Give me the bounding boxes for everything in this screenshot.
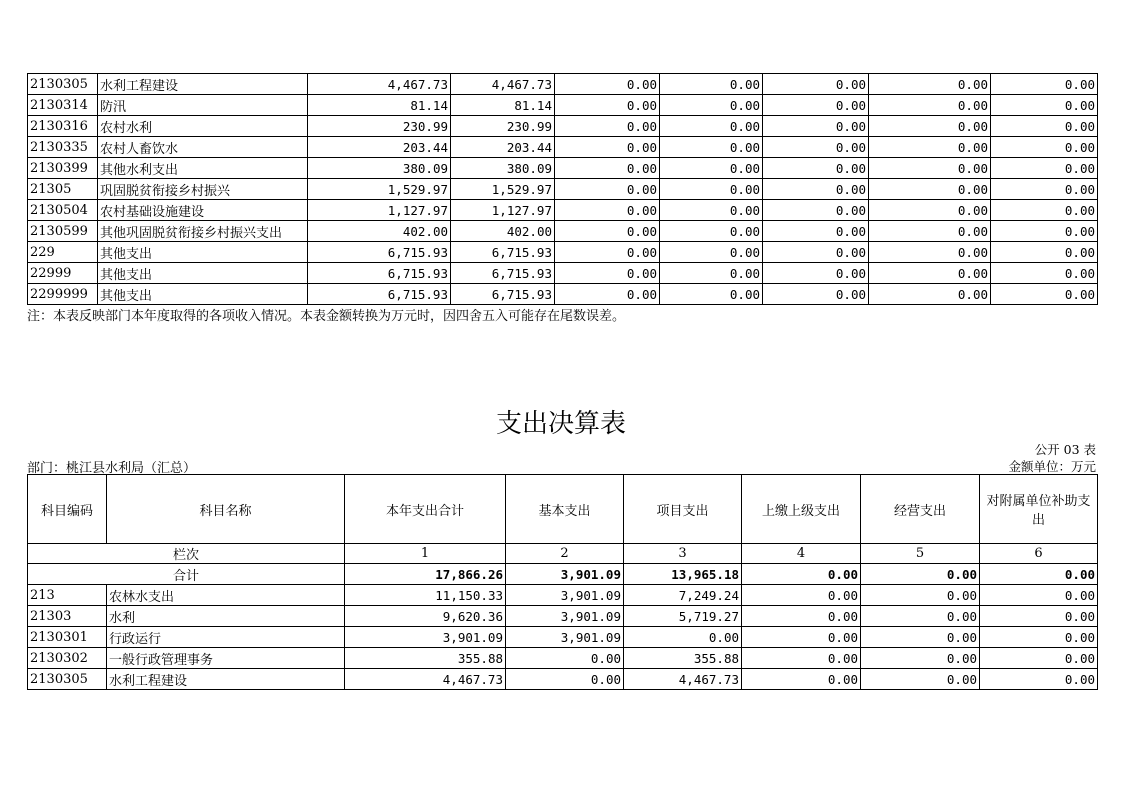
amount-cell: 11,150.33 xyxy=(345,585,506,606)
column-number-row xyxy=(28,544,1098,564)
code-cell: 2130504 xyxy=(28,200,98,221)
code-cell: 2130314 xyxy=(28,95,98,116)
amount-cell: 0.00 xyxy=(861,648,980,669)
header-cell: 本年支出合计 xyxy=(345,475,506,544)
amount-cell: 0.00 xyxy=(763,95,869,116)
code-cell: 2130302 xyxy=(28,648,107,669)
form-number: 公开 03 表 xyxy=(1034,442,1096,457)
amount-cell: 6,715.93 xyxy=(308,242,451,263)
table-row xyxy=(28,158,1098,179)
name-cell: 其他支出 xyxy=(98,242,308,263)
amount-cell: 0.00 xyxy=(980,669,1098,690)
total-cell: 0.00 xyxy=(742,564,861,585)
amount-cell: 0.00 xyxy=(660,116,763,137)
name-cell: 水利 xyxy=(107,606,345,627)
amount-cell: 0.00 xyxy=(869,74,991,95)
amount-cell: 0.00 xyxy=(555,116,660,137)
amount-cell: 0.00 xyxy=(555,200,660,221)
header-row xyxy=(28,475,1098,544)
table-row xyxy=(28,606,1098,627)
amount-cell: 0.00 xyxy=(991,95,1098,116)
amount-cell: 3,901.09 xyxy=(506,606,624,627)
amount-cell: 6,715.93 xyxy=(308,284,451,305)
amount-cell: 0.00 xyxy=(660,221,763,242)
amount-cell: 0.00 xyxy=(660,74,763,95)
amount-cell: 9,620.36 xyxy=(345,606,506,627)
amount-cell: 0.00 xyxy=(660,158,763,179)
total-cell: 13,965.18 xyxy=(624,564,742,585)
amount-cell: 3,901.09 xyxy=(345,627,506,648)
amount-cell: 0.00 xyxy=(555,95,660,116)
amount-cell: 0.00 xyxy=(555,242,660,263)
header-cell: 科目名称 xyxy=(107,475,345,544)
amount-cell: 7,249.24 xyxy=(624,585,742,606)
amount-cell: 0.00 xyxy=(660,242,763,263)
total-cell: 3,901.09 xyxy=(506,564,624,585)
amount-cell: 5,719.27 xyxy=(624,606,742,627)
amount-cell: 0.00 xyxy=(869,221,991,242)
amount-cell: 0.00 xyxy=(555,158,660,179)
total-label: 合计 xyxy=(28,564,345,585)
table-row xyxy=(28,221,1098,242)
amount-cell: 0.00 xyxy=(555,179,660,200)
amount-cell: 355.88 xyxy=(624,648,742,669)
code-cell: 2130316 xyxy=(28,116,98,137)
amount-cell: 0.00 xyxy=(991,179,1098,200)
amount-cell: 0.00 xyxy=(763,200,869,221)
name-cell: 其他水利支出 xyxy=(98,158,308,179)
amount-cell: 6,715.93 xyxy=(451,284,555,305)
header-cell: 上缴上级支出 xyxy=(742,475,861,544)
amount-cell: 1,529.97 xyxy=(451,179,555,200)
name-cell: 农村基础设施建设 xyxy=(98,200,308,221)
expenditure-table xyxy=(27,474,1098,690)
amount-cell: 0.00 xyxy=(861,585,980,606)
header-cell: 项目支出 xyxy=(624,475,742,544)
name-cell: 巩固脱贫衔接乡村振兴 xyxy=(98,179,308,200)
amount-cell: 3,901.09 xyxy=(506,627,624,648)
amount-cell: 3,901.09 xyxy=(506,585,624,606)
code-cell: 2299999 xyxy=(28,284,98,305)
amount-cell: 402.00 xyxy=(308,221,451,242)
amount-cell: 0.00 xyxy=(555,137,660,158)
total-cell: 0.00 xyxy=(861,564,980,585)
amount-cell: 4,467.73 xyxy=(451,74,555,95)
table-row xyxy=(28,585,1098,606)
table-row xyxy=(28,74,1098,95)
amount-cell: 0.00 xyxy=(763,158,869,179)
amount-cell: 0.00 xyxy=(506,648,624,669)
amount-cell: 0.00 xyxy=(869,95,991,116)
amount-cell: 81.14 xyxy=(308,95,451,116)
amount-cell: 0.00 xyxy=(980,585,1098,606)
amount-cell: 0.00 xyxy=(869,242,991,263)
amount-cell: 6,715.93 xyxy=(451,242,555,263)
amount-cell: 380.09 xyxy=(308,158,451,179)
amount-cell: 0.00 xyxy=(763,221,869,242)
amount-cell: 6,715.93 xyxy=(308,263,451,284)
amount-cell: 203.44 xyxy=(451,137,555,158)
table-row xyxy=(28,116,1098,137)
amount-cell: 0.00 xyxy=(742,669,861,690)
amount-cell: 0.00 xyxy=(991,158,1098,179)
column-number: 1 xyxy=(345,544,506,564)
name-cell: 农村水利 xyxy=(98,116,308,137)
name-cell: 防汛 xyxy=(98,95,308,116)
total-row xyxy=(28,564,1098,585)
header-cell: 基本支出 xyxy=(506,475,624,544)
amount-cell: 1,127.97 xyxy=(308,200,451,221)
amount-cell: 402.00 xyxy=(451,221,555,242)
amount-cell: 0.00 xyxy=(742,627,861,648)
amount-cell: 0.00 xyxy=(660,179,763,200)
amount-cell: 0.00 xyxy=(991,200,1098,221)
amount-cell: 0.00 xyxy=(869,263,991,284)
amount-cell: 0.00 xyxy=(742,648,861,669)
code-cell: 21303 xyxy=(28,606,107,627)
amount-cell: 0.00 xyxy=(869,158,991,179)
amount-cell: 0.00 xyxy=(980,627,1098,648)
table-note: 注：本表反映部门本年度取得的各项收入情况。本表金额转换为万元时，因四舍五入可能存在尾数误差。 xyxy=(27,309,626,324)
amount-cell: 0.00 xyxy=(763,263,869,284)
code-cell: 2130399 xyxy=(28,158,98,179)
column-number: 4 xyxy=(742,544,861,564)
header-cell: 科目编码 xyxy=(28,475,107,544)
table-row xyxy=(28,242,1098,263)
amount-cell: 0.00 xyxy=(555,221,660,242)
amount-cell: 0.00 xyxy=(991,263,1098,284)
column-number: 6 xyxy=(980,544,1098,564)
table-row xyxy=(28,200,1098,221)
amount-cell: 0.00 xyxy=(980,648,1098,669)
code-cell: 2130305 xyxy=(28,74,98,95)
amount-cell: 6,715.93 xyxy=(451,263,555,284)
amount-cell: 0.00 xyxy=(991,284,1098,305)
amount-cell: 0.00 xyxy=(763,242,869,263)
column-number: 2 xyxy=(506,544,624,564)
code-cell: 22999 xyxy=(28,263,98,284)
amount-cell: 0.00 xyxy=(660,200,763,221)
amount-cell: 0.00 xyxy=(506,669,624,690)
amount-cell: 0.00 xyxy=(660,263,763,284)
name-cell: 其他巩固脱贫衔接乡村振兴支出 xyxy=(98,221,308,242)
income-table-continued xyxy=(27,73,1098,305)
amount-cell: 355.88 xyxy=(345,648,506,669)
amount-cell: 0.00 xyxy=(555,284,660,305)
amount-cell: 0.00 xyxy=(991,221,1098,242)
name-cell: 农村人畜饮水 xyxy=(98,137,308,158)
amount-cell: 230.99 xyxy=(308,116,451,137)
code-cell: 229 xyxy=(28,242,98,263)
column-label: 栏次 xyxy=(28,544,345,564)
amount-cell: 0.00 xyxy=(763,284,869,305)
amount-cell: 0.00 xyxy=(555,74,660,95)
amount-cell: 1,529.97 xyxy=(308,179,451,200)
code-cell: 213 xyxy=(28,585,107,606)
amount-cell: 203.44 xyxy=(308,137,451,158)
amount-cell: 0.00 xyxy=(660,137,763,158)
amount-cell: 4,467.73 xyxy=(624,669,742,690)
amount-cell: 0.00 xyxy=(869,200,991,221)
page-title: 支出决算表 xyxy=(495,409,626,439)
amount-cell: 230.99 xyxy=(451,116,555,137)
amount-cell: 0.00 xyxy=(742,585,861,606)
amount-cell: 0.00 xyxy=(555,263,660,284)
code-cell: 2130301 xyxy=(28,627,107,648)
total-cell: 17,866.26 xyxy=(345,564,506,585)
amount-cell: 0.00 xyxy=(869,116,991,137)
amount-cell: 380.09 xyxy=(451,158,555,179)
code-cell: 2130599 xyxy=(28,221,98,242)
amount-cell: 1,127.97 xyxy=(451,200,555,221)
department-label: 部门：桃江县水利局（汇总） xyxy=(27,461,197,476)
header-cell: 对附属单位补助支出 xyxy=(980,475,1098,544)
header-cell: 经营支出 xyxy=(861,475,980,544)
amount-cell: 0.00 xyxy=(763,179,869,200)
name-cell: 其他支出 xyxy=(98,263,308,284)
amount-cell: 0.00 xyxy=(991,137,1098,158)
table-row xyxy=(28,137,1098,158)
name-cell: 其他支出 xyxy=(98,284,308,305)
unit-label: 金额单位：万元 xyxy=(1008,459,1096,474)
table-row xyxy=(28,648,1098,669)
amount-cell: 4,467.73 xyxy=(345,669,506,690)
name-cell: 一般行政管理事务 xyxy=(107,648,345,669)
amount-cell: 0.00 xyxy=(861,669,980,690)
amount-cell: 0.00 xyxy=(991,242,1098,263)
code-cell: 2130335 xyxy=(28,137,98,158)
code-cell: 2130305 xyxy=(28,669,107,690)
amount-cell: 0.00 xyxy=(980,606,1098,627)
amount-cell: 81.14 xyxy=(451,95,555,116)
amount-cell: 4,467.73 xyxy=(308,74,451,95)
amount-cell: 0.00 xyxy=(660,95,763,116)
amount-cell: 0.00 xyxy=(660,284,763,305)
table-row xyxy=(28,284,1098,305)
column-number: 3 xyxy=(624,544,742,564)
amount-cell: 0.00 xyxy=(991,116,1098,137)
name-cell: 水利工程建设 xyxy=(98,74,308,95)
name-cell: 水利工程建设 xyxy=(107,669,345,690)
table-row xyxy=(28,179,1098,200)
name-cell: 农林水支出 xyxy=(107,585,345,606)
table-row xyxy=(28,627,1098,648)
column-number: 5 xyxy=(861,544,980,564)
table-row xyxy=(28,263,1098,284)
amount-cell: 0.00 xyxy=(763,74,869,95)
amount-cell: 0.00 xyxy=(861,627,980,648)
amount-cell: 0.00 xyxy=(624,627,742,648)
total-cell: 0.00 xyxy=(980,564,1098,585)
amount-cell: 0.00 xyxy=(763,137,869,158)
amount-cell: 0.00 xyxy=(869,137,991,158)
amount-cell: 0.00 xyxy=(742,606,861,627)
amount-cell: 0.00 xyxy=(991,74,1098,95)
amount-cell: 0.00 xyxy=(763,116,869,137)
amount-cell: 0.00 xyxy=(861,606,980,627)
amount-cell: 0.00 xyxy=(869,179,991,200)
code-cell: 21305 xyxy=(28,179,98,200)
table-row xyxy=(28,669,1098,690)
table-row xyxy=(28,95,1098,116)
amount-cell: 0.00 xyxy=(869,284,991,305)
name-cell: 行政运行 xyxy=(107,627,345,648)
